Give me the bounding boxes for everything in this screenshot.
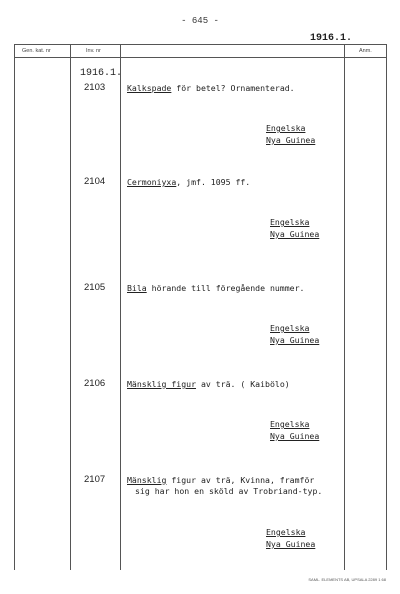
origin-line-2: Nya Guinea xyxy=(270,335,320,345)
origin-line-2: Nya Guinea xyxy=(270,229,320,239)
origin-line-1: Engelska xyxy=(270,323,310,333)
origin-line-1: Engelska xyxy=(270,217,310,227)
entry-line-2: sig har hon en sköld av Trobriand-typ. xyxy=(135,486,323,496)
inventory-number: 2103 xyxy=(84,82,106,93)
entry-origin xyxy=(266,122,315,146)
entry-origin xyxy=(270,322,319,346)
print-footer: SAML. ELEMENTS AB, UPSALA 2289 1 68 xyxy=(308,577,386,582)
entry-text: av trä. ( Kaibölo) xyxy=(196,379,290,389)
page-number: - 645 - xyxy=(181,16,219,26)
origin-line-2: Nya Guinea xyxy=(266,539,316,549)
entry-description xyxy=(127,379,290,390)
column-header-gen-kat: Gen. kat. nr xyxy=(22,48,51,54)
table-left-border xyxy=(14,44,15,570)
entry-text: figur av trä, Kvinna, framför xyxy=(166,475,315,485)
origin-line-2: Nya Guinea xyxy=(266,135,316,145)
entry-term: Cermoniyxa xyxy=(127,177,177,187)
entry-term: Bila xyxy=(127,283,147,293)
column-divider-anm xyxy=(344,44,345,570)
column-header-inv: Inv. nr xyxy=(86,48,101,54)
origin-line-2: Nya Guinea xyxy=(270,431,320,441)
table-right-border xyxy=(386,44,387,570)
entry-text: , jmf. 1095 ff. xyxy=(176,177,251,187)
entry-origin xyxy=(270,418,319,442)
column-divider-inv xyxy=(120,44,121,570)
header-year: 1916.1. xyxy=(309,33,352,44)
origin-line-1: Engelska xyxy=(266,123,306,133)
section-year: 1916.1. xyxy=(80,68,123,79)
inventory-number: 2105 xyxy=(84,282,106,293)
entry-origin xyxy=(266,526,315,550)
entry-description xyxy=(127,283,304,294)
entry-description xyxy=(127,475,322,497)
entry-description xyxy=(127,177,250,188)
origin-line-1: Engelska xyxy=(266,527,306,537)
entry-term: Mänsklig xyxy=(127,475,167,485)
inventory-number: 2106 xyxy=(84,378,106,389)
entry-text: för betel? Ornamenterad. xyxy=(171,83,295,93)
column-header-anm: Anm. xyxy=(359,48,372,54)
entry-origin xyxy=(270,216,319,240)
inventory-number: 2107 xyxy=(84,474,106,485)
entry-term: Kalkspade xyxy=(127,83,172,93)
entry-description xyxy=(127,83,295,94)
origin-line-1: Engelska xyxy=(270,419,310,429)
entry-line-1 xyxy=(127,475,322,486)
entry-term: Mänsklig figur xyxy=(127,379,197,389)
column-divider-gen-kat xyxy=(70,44,71,570)
inventory-number: 2104 xyxy=(84,176,106,187)
entry-text: hörande till föregående nummer. xyxy=(146,283,305,293)
